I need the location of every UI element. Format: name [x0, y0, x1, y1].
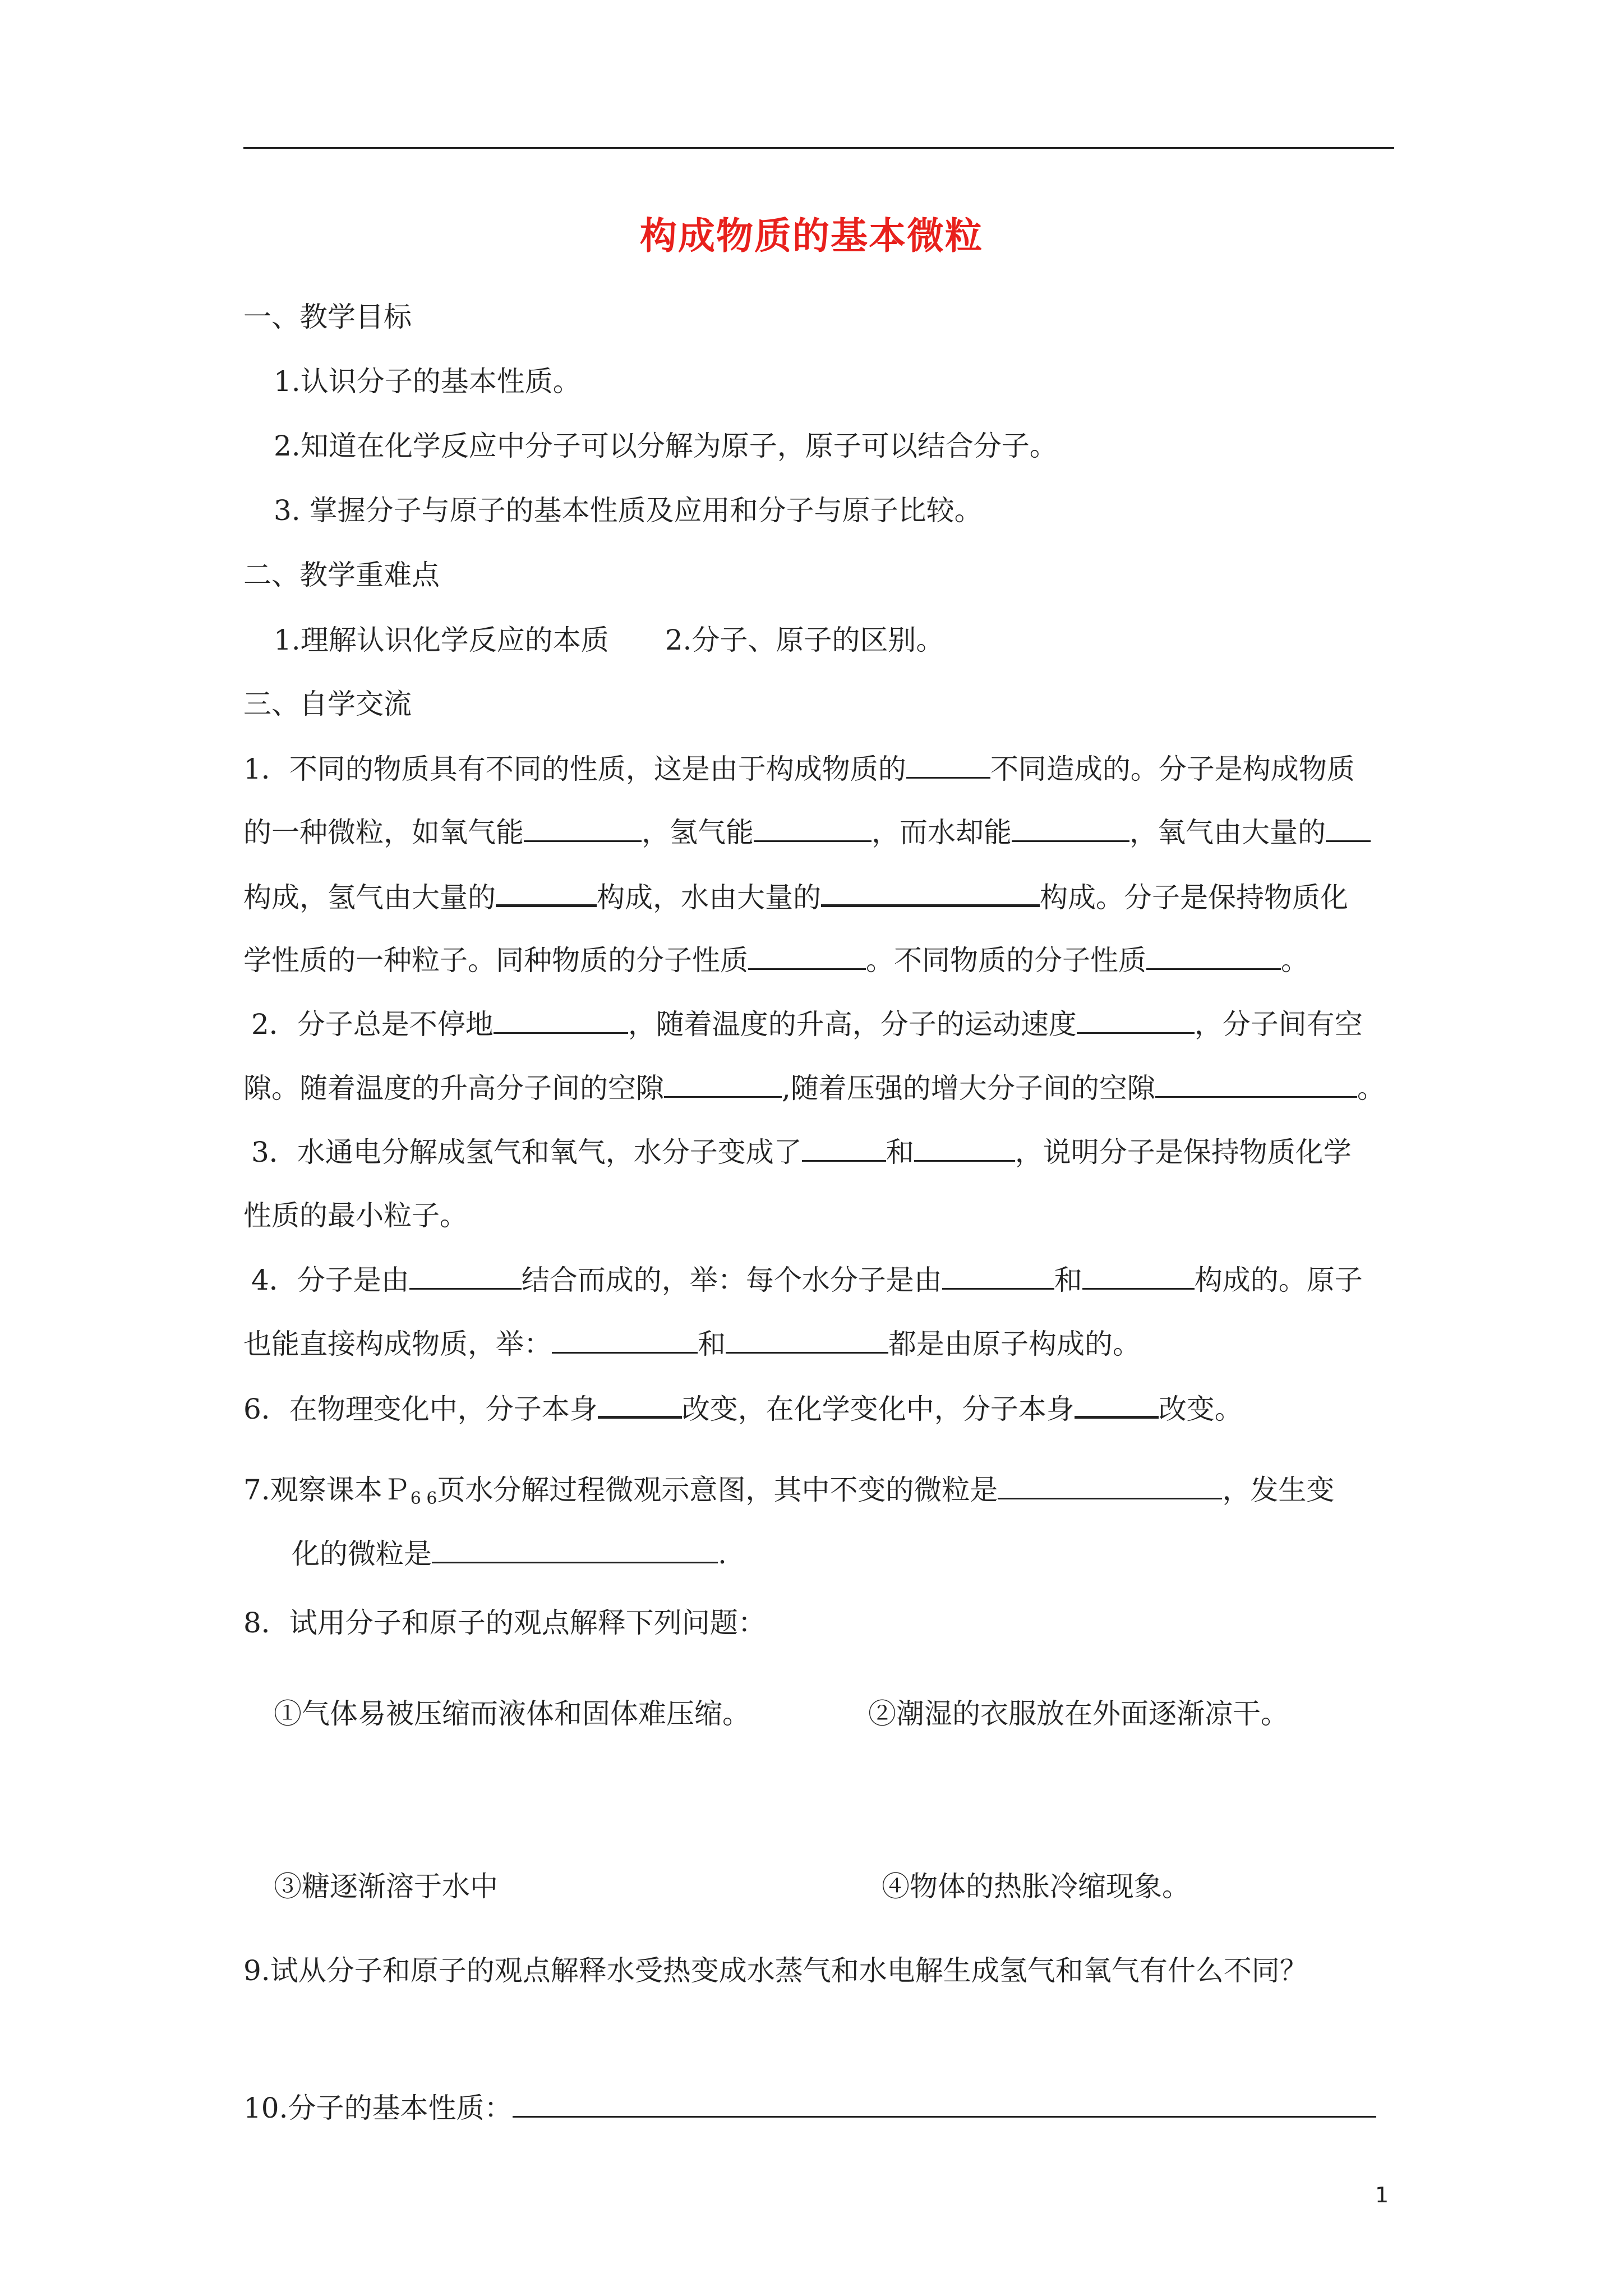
question-8-part: ①气体易被压缩而液体和固体难压缩。 [274, 1697, 750, 1730]
answer-blank[interactable] [409, 1260, 522, 1290]
question-10-line: 10.分子的基本性质： [243, 2088, 1376, 2128]
answer-blank[interactable] [598, 1388, 682, 1419]
answer-blank[interactable] [1146, 940, 1281, 970]
answer-blank[interactable] [802, 1132, 886, 1162]
answer-blank[interactable] [1082, 1260, 1195, 1290]
question-8-part: ④物体的热胀冷缩现象。 [882, 1870, 1190, 1903]
answer-blank[interactable] [754, 812, 872, 842]
goal-item: 3. 掌握分子与原子的基本性质及应用和分子与原子比较。 [274, 494, 983, 527]
question-7-line: 化的微粒是 . [292, 1534, 727, 1573]
question-4-line: 4．分子是由 结合而成的，举：每个水分子是由 和 构成的。原子 [251, 1260, 1363, 1300]
goal-item: 2.知道在化学反应中分子可以分解为原子，原子可以结合分子。 [274, 430, 1058, 462]
answer-blank[interactable] [432, 1534, 718, 1563]
answer-blank[interactable] [1012, 812, 1129, 842]
answer-blank[interactable] [524, 812, 642, 842]
section-heading-goals: 一、教学目标 [243, 301, 412, 333]
answer-blank[interactable] [726, 1324, 888, 1354]
answer-blank[interactable] [942, 1260, 1054, 1290]
question-1-line: 学性质的一种粒子。同种物质的分子性质 。不同物质的分子性质 。 [243, 940, 1309, 980]
answer-blank[interactable] [821, 876, 1040, 907]
answer-blank[interactable] [1326, 812, 1371, 842]
goal-item: 1.认识分子的基本性质。 [274, 365, 581, 398]
answer-blank[interactable] [513, 2088, 1376, 2118]
answer-blank[interactable] [748, 940, 866, 970]
header-rule [243, 147, 1394, 149]
question-2-line: 2．分子总是不停地 ，随着温度的升高，分子的运动速度 ，分子间有空 [251, 1004, 1363, 1044]
answer-blank[interactable] [552, 1324, 698, 1354]
question-1-line: 的一种微粒，如氧气能 ，氢气能 ，而水却能 ，氧气由大量的 [243, 812, 1371, 852]
keypoint-line [274, 620, 944, 660]
answer-blank[interactable] [1077, 1004, 1195, 1034]
answer-blank[interactable] [494, 1004, 628, 1034]
question-2-line: 隙。随着温度的升高分子间的空隙 ,随着压强的增大分子间的空隙 。 [243, 1068, 1385, 1108]
answer-blank[interactable] [664, 1068, 782, 1098]
answer-blank[interactable] [1155, 1068, 1357, 1098]
question-8-text: 8．试用分子和原子的观点解释下列问题： [243, 1607, 766, 1639]
section-heading-keypoints: 二、教学重难点 [243, 559, 440, 591]
answer-blank[interactable] [496, 876, 597, 907]
answer-blank[interactable] [914, 1132, 1015, 1162]
question-8-part: ②潮湿的衣服放在外面逐渐凉干。 [868, 1697, 1289, 1730]
question-6-line: 6．在物理变化中，分子本身 改变，在化学变化中，分子本身 改变。 [243, 1388, 1243, 1429]
question-9-text: 9.试从分子和原子的观点解释水受热变成水蒸气和水电解生成氢气和氧气有什么不同？ [243, 1954, 1308, 1987]
keypoint-item: 2.分子、原子的区别。 [665, 624, 944, 656]
answer-blank[interactable] [998, 1470, 1222, 1499]
question-4-line: 也能直接构成物质，举： 和 都是由原子构成的。 [243, 1324, 1141, 1364]
question-1-line: 构成，氢气由大量的 构成，水由大量的 构成。分子是保持物质化 [243, 876, 1348, 917]
question-7-line: 7.观察课本Ｐ$_{6 6}$页水分解过程微观示意图，其中不变的微粒是 ，发生变 [243, 1470, 1334, 1519]
document-title: 构成物质的基本微粒 [640, 214, 983, 257]
question-1-line: 1．不同的物质具有不同的性质，这是由于构成物质的 不同造成的。分子是构成物质 [243, 749, 1355, 789]
question-3-line: 性质的最小粒子。 [243, 1199, 468, 1232]
answer-blank[interactable] [1075, 1388, 1159, 1419]
page-number: 1 [1375, 2183, 1389, 2207]
question-8-part: ③糖逐渐溶于水中 [274, 1870, 498, 1903]
answer-blank[interactable] [906, 749, 990, 779]
keypoint-item: 1.理解认识化学反应的本质 [274, 624, 609, 656]
question-3-line: 3．水通电分解成氢气和氧气，水分子变成了 和 ，说明分子是保持物质化学 [251, 1132, 1352, 1172]
section-heading-selfstudy: 三、自学交流 [243, 688, 412, 720]
